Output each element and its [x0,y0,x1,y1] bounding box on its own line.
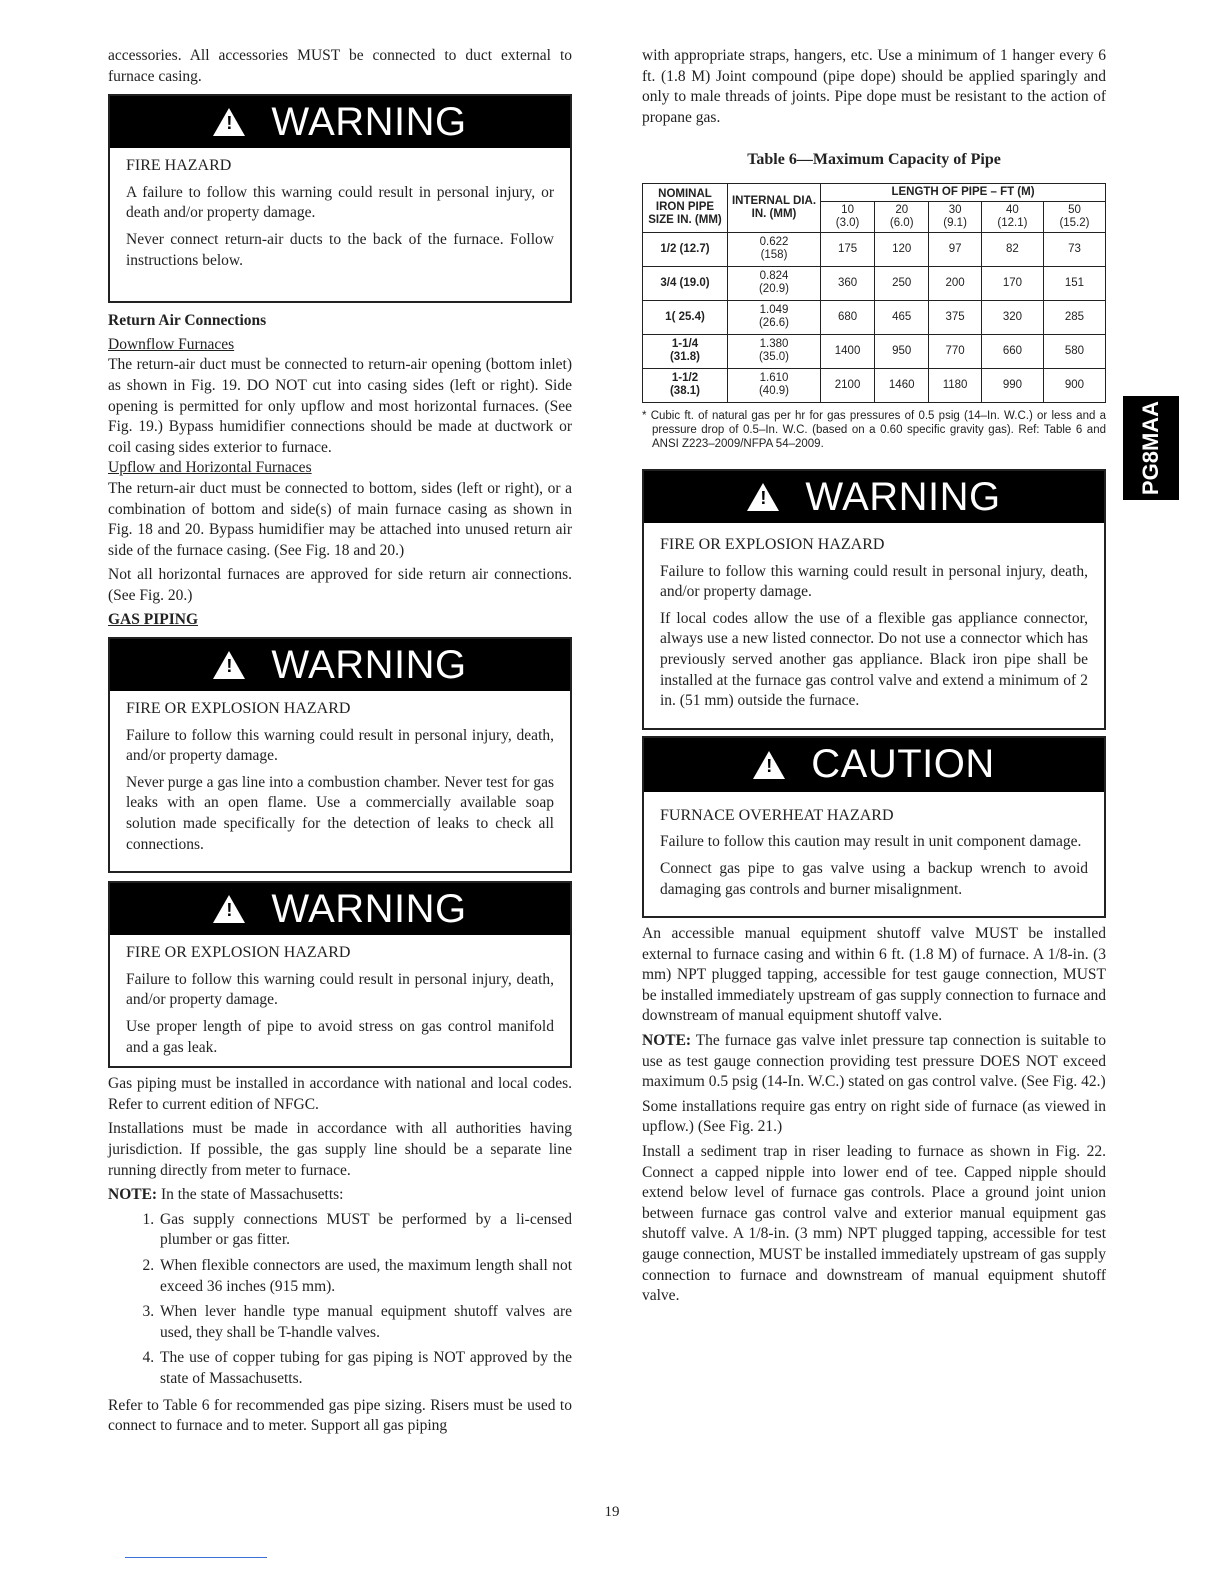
paragraph: Refer to Table 6 for recommended gas pipe sizing. Risers must be used to connect to furnace and to meter. Support all gas piping [108,1396,572,1435]
note-label: NOTE: [108,1186,158,1204]
caution-triangle-icon: ! [753,751,785,779]
model-side-tab-label: PG8MAA [1138,400,1163,496]
list-item: 4. The use of copper tubing for gas piping is NOT approved by the state of Massachusetts. [158,1348,572,1389]
right-column [642,46,1106,1311]
subsection-heading: Upflow and Horizontal Furnaces [108,459,312,477]
pipe-capacity-table [642,183,1106,403]
warning-banner [110,96,570,148]
table-row: 1-1/2 (38.1) 1.610 (40.9) 2100 1460 1180 990 900 [643,368,1106,402]
note [642,1031,1106,1093]
paragraph: Not all horizontal furnaces are approved for side return air connections. (See Fig. 20.) [108,566,572,604]
warning-text: Failure to follow this warning could result in personal injury, death, and/or property damage. [660,562,1088,601]
warning-triangle-icon: ! [213,108,245,136]
warning-triangle-icon: ! [213,895,245,923]
warning-box-pipe-length [108,881,572,1068]
col-header-pipe-size: NOMINAL IRON PIPE SIZE IN. (MM) [643,183,728,232]
length-header-cell: 50 (15.2) [1043,201,1105,232]
section-heading: Return Air Connections [108,312,267,330]
warning-title: FIRE OR EXPLOSION HAZARD [126,944,351,962]
caution-title: FURNACE OVERHEAT HAZARD [660,806,894,824]
paragraph: Install a sediment trap in riser leading to furnace as shown in Fig. 22. Connect a capped nipple into lower end of tee. Capped nipple should extend below level of furnace gas controls. Place a ground joint union between furnace gas control valve and exterior manual equipment gas shutoff valve. A 1/8-in. (3 mm) NPT plugged tapping, accessible for test gauge connection, MUST be installed immediately upstream of gas supply connection to furnace and downstream of manual equipment shutoff valve. [642,1143,1106,1305]
subsection-heading: Downflow Furnaces [108,335,235,353]
caution-box-overheat [642,736,1106,918]
paragraph: Some installations require gas entry on right side of furnace (as viewed in upflow.) (See Fig. 21.) [642,1097,1106,1136]
warning-text: Never purge a gas line into a combustion chamber. Never test for gas leaks with an open flame. Use a commercially available soap solution made specifically for the detection of leaks to check all connections. [126,773,554,853]
table-row: 1/2 (12.7) 0.622 (158) 175 120 97 82 73 [643,232,1106,266]
gas-piping-heading: GAS PIPING [108,611,198,629]
warning-title: FIRE HAZARD [126,157,232,175]
note-text: The furnace gas valve inlet pressure tap connection is suitable to use as test gauge connection providing test pressure DOES NOT exceed maximum 0.5 psig (14-In. W.C.) stated on gas control valve. (See Fig. 42.) [642,1032,1106,1091]
footer-rule [125,1557,267,1558]
warning-box-flexible-connector [642,469,1106,730]
list-item: 2. When flexible connectors are used, the maximum length shall not exceed 36 inches (915 mm). [158,1256,572,1297]
length-header-cell: 20 (6.0) [875,201,929,232]
length-header-cell: 40 (12.1) [981,201,1043,232]
col-header-length: LENGTH OF PIPE – FT (M) [821,183,1106,201]
paragraph: with appropriate straps, hangers, etc. Use a minimum of 1 hanger every 6 ft. (1.8 M) Joint compound (pipe dope) should be applied sparingly and only to male threads of joints. Pipe dope must be resistant to the action of propane gas. [642,47,1106,126]
warning-text: If local codes allow the use of a flexible gas appliance connector, always use a new listed connector. Do not use a connector which has previously served another gas appliance. Black iron pipe shall be installed at the furnace gas control valve and extend a minimum of 2 in. (51 mm) outside the furnace. [660,609,1088,710]
intro-text: accessories. All accessories MUST be connected to duct external to furnace casing. [108,47,572,85]
warning-banner [110,883,570,935]
warning-triangle-icon: ! [213,651,245,679]
warning-text: Failure to follow this warning could result in personal injury, death, and/or property damage. [126,970,554,1009]
left-column [108,46,572,1441]
warning-text: Use proper length of pipe to avoid stress on gas control manifold and a gas leak. [126,1018,554,1056]
warning-title: FIRE OR EXPLOSION HAZARD [126,700,351,718]
paragraph: Installations must be made in accordance with all authorities having jurisdiction. If possible, the gas supply line should be a separate line running directly from meter to furnace. [108,1120,572,1179]
note-text: In the state of Massachusetts: [160,1186,344,1204]
paragraph: The return-air duct must be connected to return-air opening (bottom inlet) as shown in Fig. 19. DO NOT cut into casing sides (left or right). Side opening is permitted for only upflow and most horizontal furnaces. (See Fig. 19.) Bypass humidifier connections should be made at ductwork or coil casing sides exterior to furnace. [108,356,572,456]
table-caption: Table 6—Maximum Capacity of Pipe [747,151,1001,169]
table-row: 3/4 (19.0) 0.824 (20.9) 360 250 200 170 151 [643,266,1106,300]
warning-label: WARNING [271,99,467,144]
caution-banner [644,738,1104,792]
warning-text: A failure to follow this warning could result in personal injury, or death and/or property damage. [126,183,554,222]
massachusetts-list [108,1210,572,1390]
warning-banner [644,471,1104,523]
note [108,1185,572,1206]
page-number: 19 [604,1504,620,1520]
paragraph: The return-air duct must be connected to bottom, sides (left or right), or a combination of bottom and side(s) of main furnace casing as shown in Fig. 18 and 20. Bypass humidifier may be attached into unused return air side of the furnace casing. (See Fig. 18 and 20.) [108,479,572,559]
warning-label: WARNING [271,642,467,687]
list-item: 3. When lever handle type manual equipment shutoff valves are used, they shall be T-handle valves. [158,1302,572,1343]
warning-title: FIRE OR EXPLOSION HAZARD [660,535,885,553]
warning-box-fire-hazard [108,94,572,303]
warning-banner [110,639,570,691]
warning-triangle-icon: ! [747,483,779,511]
caution-text: Connect gas pipe to gas valve using a backup wrench to avoid damaging gas controls and burner misalignment. [660,859,1088,898]
table-row: 1-1/4 (31.8) 1.380 (35.0) 1400 950 770 660 580 [643,334,1106,368]
warning-label: WARNING [805,474,1001,519]
table-footnote: * Cubic ft. of natural gas per hr for gas pressures of 0.5 psig (14–In. W.C.) or less and a pressure drop of 0.5–In. W.C. (based on a 0.60 specific gravity gas). Ref: Table 6 and ANSI Z223–2009/NFPA 54–2009. [642,409,1106,450]
table-row: 1( 25.4) 1.049 (26.6) 680 465 375 320 285 [643,300,1106,334]
warning-label: WARNING [271,886,467,931]
note-label: NOTE: [642,1032,692,1050]
list-item: 1. Gas supply connections MUST be performed by a li-censed plumber or gas fitter. [158,1210,572,1251]
caution-label: CAUTION [811,742,995,787]
paragraph: Gas piping must be installed in accordance with national and local codes. Refer to current edition of NFGC. [108,1075,572,1113]
col-header-internal-dia: INTERNAL DIA. IN. (MM) [728,183,821,232]
warning-box-purge [108,637,572,873]
length-header-cell: 10 (3.0) [821,201,875,232]
paragraph: An accessible manual equipment shutoff valve MUST be installed external to furnace casing and within 6 ft. (1.8 M) of furnace. A 1/8-in. (3 mm) NPT plugged tapping, accessible for test gauge connection, MUST be installed immediately upstream of gas supply connection to furnace and downstream of manual equipment shutoff valve. [642,925,1107,1025]
caution-text: Failure to follow this caution may result in unit component damage. [660,833,1082,851]
warning-text: Failure to follow this warning could result in personal injury, death, and/or property damage. [126,726,554,765]
model-side-tab [1123,396,1179,500]
length-header-cell: 30 (9.1) [929,201,982,232]
warning-text: Never connect return-air ducts to the back of the furnace. Follow instructions below. [126,230,554,269]
